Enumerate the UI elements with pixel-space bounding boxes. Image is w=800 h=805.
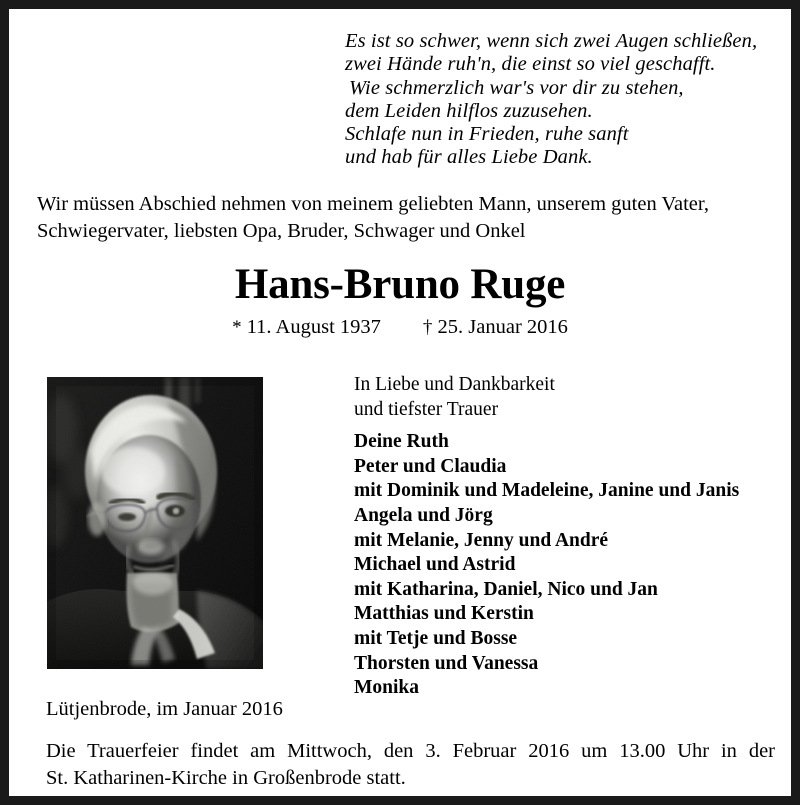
mourner-name: Matthias und Kerstin (354, 603, 534, 625)
birth-star-icon: * (232, 317, 242, 338)
memorial-verse (345, 30, 757, 170)
portrait-photo-image (47, 377, 263, 669)
portrait-photo (47, 377, 263, 669)
ceremony-details (46, 738, 775, 792)
verse-line-3: Wie schmerzlich war's vor dir zu stehen, (349, 76, 684, 99)
birth-date-group (232, 316, 381, 338)
mourner-name: mit Katharina, Daniel, Nico und Jan (354, 578, 658, 600)
mourners-lead-2: und tiefster Trauer (354, 398, 499, 420)
verse-line-6: und hab für alles Liebe Dank. (345, 146, 593, 169)
mourners-lead-1: In Liebe und Dankbarkeit (354, 374, 555, 395)
intro-line-1: Wir müssen Abschied nehmen von meinem geliebten Mann, unserem guten Vater, (37, 193, 710, 215)
life-dates (9, 315, 791, 340)
verse-line-4: dem Leiden hilflos zuzusehen. (345, 99, 593, 122)
mourner-name: Thorsten und Vanessa (354, 652, 539, 674)
cross-dagger-icon: † (422, 317, 433, 338)
ceremony-line-2: St. Katharinen-Kirche in Großenbrode statt. (46, 767, 406, 789)
mourners-spacer (354, 422, 739, 430)
mourner-name: mit Melanie, Jenny und André (354, 529, 609, 551)
farewell-intro (37, 191, 777, 245)
mourner-name: Peter und Claudia (354, 455, 507, 477)
mourner-name: Monika (354, 677, 420, 699)
mourner-name: Angela und Jörg (354, 504, 493, 526)
mourners-list (354, 373, 739, 701)
birth-date: 11. August 1937 (246, 316, 381, 338)
ceremony-line-1: Die Trauerfeier findet am Mittwoch, den 3. Februar 2016 um 13.00 Uhr in der (46, 740, 775, 762)
deceased-name: Hans-Bruno Ruge (234, 261, 566, 308)
intro-line-2: Schwiegervater, liebsten Opa, Bruder, Schwager und Onkel (37, 220, 526, 242)
verse-line-1: Es ist so schwer, wenn sich zwei Augen schließen, (345, 30, 758, 52)
mourner-name: Deine Ruth (354, 431, 449, 453)
verse-line-5: Schlafe nun in Frieden, ruhe sanft (345, 123, 629, 146)
death-date: 25. Januar 2016 (437, 316, 568, 338)
mourner-name: mit Dominik und Madeleine, Janine und Janis (354, 480, 740, 502)
verse-line-2: zwei Hände ruh'n, die einst so viel geschafft. (345, 53, 716, 76)
mourner-name: Michael und Astrid (354, 554, 516, 576)
notice-inner (9, 9, 791, 796)
mourner-name: mit Tetje und Bosse (354, 627, 518, 649)
death-date-group (423, 316, 568, 338)
place-and-date: Lütjenbrode, im Januar 2016 (46, 698, 283, 720)
